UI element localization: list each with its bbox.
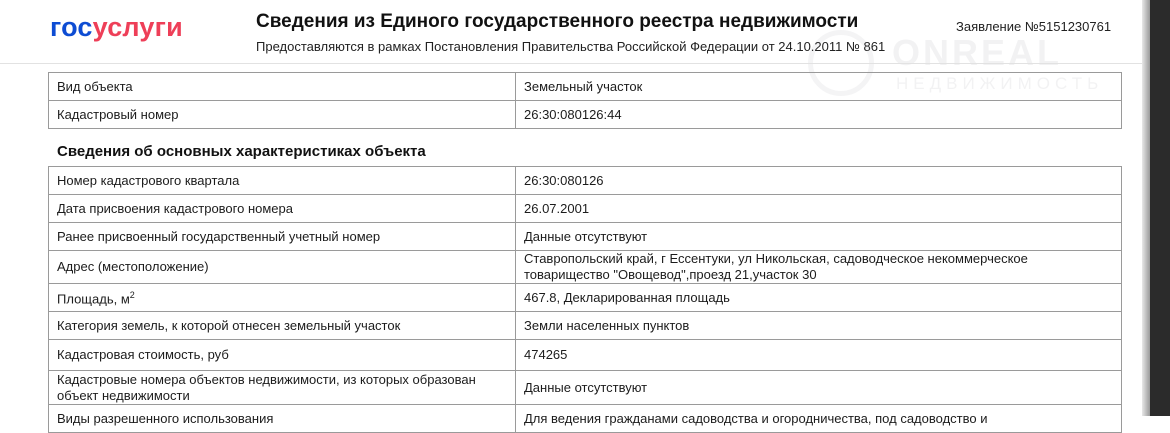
area-value: 467.8, Декларированная площадь	[516, 284, 1122, 312]
table-row	[49, 405, 1122, 433]
logo-part-gos: гос	[50, 12, 93, 42]
watermark-sub-text: НЕДВИЖИМОСТЬ	[896, 74, 1104, 93]
gosuslugi-logo[interactable]	[50, 12, 183, 43]
cadastral-number-label: Кадастровый номер	[49, 101, 516, 129]
logo-part-uslugi: услуги	[92, 12, 183, 42]
table-row	[49, 340, 1122, 371]
page-edge-shadow	[1142, 0, 1150, 416]
table-row	[49, 371, 1122, 405]
address-label: Адрес (местоположение)	[49, 251, 516, 284]
table-row	[49, 167, 1122, 195]
area-label-text: Площадь, м	[57, 291, 130, 307]
permitted-use-value: Для ведения гражданами садоводства и огородничества, под садоводство и	[516, 405, 1122, 433]
area-label	[49, 284, 516, 312]
source-objects-value: Данные отсутствуют	[516, 371, 1122, 405]
table-row	[49, 284, 1122, 312]
land-category-label: Категория земель, к которой отнесен земельный участок	[49, 312, 516, 340]
table-row	[49, 73, 1122, 101]
address-line-2: товарищество "Овощевод",проезд 21,участок 30	[524, 267, 817, 282]
assignment-date-label: Дата присвоения кадастрового номера	[49, 195, 516, 223]
previous-number-label: Ранее присвоенный государственный учетный номер	[49, 223, 516, 251]
table-row	[49, 195, 1122, 223]
document-subtitle: Предоставляются в рамках Постановления Правительства Российской Федерации от 24.10.2011 № 861	[256, 39, 886, 54]
quarter-number-label: Номер кадастрового квартала	[49, 167, 516, 195]
permitted-use-label: Виды разрешенного использования	[49, 405, 516, 433]
screen-edge	[1150, 0, 1170, 416]
cadastral-number-value: 26:30:080126:44	[516, 101, 1122, 129]
cadastral-value-label: Кадастровая стоимость, руб	[49, 340, 516, 371]
table-row	[49, 312, 1122, 340]
area-unit-superscript: 2	[129, 290, 135, 301]
object-type-label: Вид объекта	[49, 73, 516, 101]
watermark-main-text: ONREAL	[892, 32, 1062, 73]
document-title: Сведения из Единого государственного реестра недвижимости	[256, 11, 859, 32]
assignment-date-value: 26.07.2001	[516, 195, 1122, 223]
quarter-number-value: 26:30:080126	[516, 167, 1122, 195]
header-divider	[0, 63, 1148, 64]
source-objects-label-line-2: объект недвижимости	[57, 387, 190, 403]
section-title: Сведения об основных характеристиках объекта	[57, 143, 426, 160]
object-type-value: Земельный участок	[516, 73, 1122, 101]
table-row	[49, 223, 1122, 251]
application-number: Заявление №5151230761	[956, 19, 1112, 34]
source-objects-label	[49, 371, 516, 405]
source-objects-label-line-1: Кадастровые номера объектов недвижимости, из которых образован	[57, 371, 476, 387]
cadastral-value-value: 474265	[516, 340, 1122, 371]
characteristics-table	[48, 166, 1122, 433]
address-value	[516, 251, 1122, 284]
land-category-value: Земли населенных пунктов	[516, 312, 1122, 340]
table-row	[49, 101, 1122, 129]
previous-number-value: Данные отсутствуют	[516, 223, 1122, 251]
table-row	[49, 251, 1122, 284]
address-line-1: Ставропольский край, г Ессентуки, ул Никольская, садоводческое некоммерческое	[524, 251, 1028, 266]
object-table	[48, 72, 1122, 129]
